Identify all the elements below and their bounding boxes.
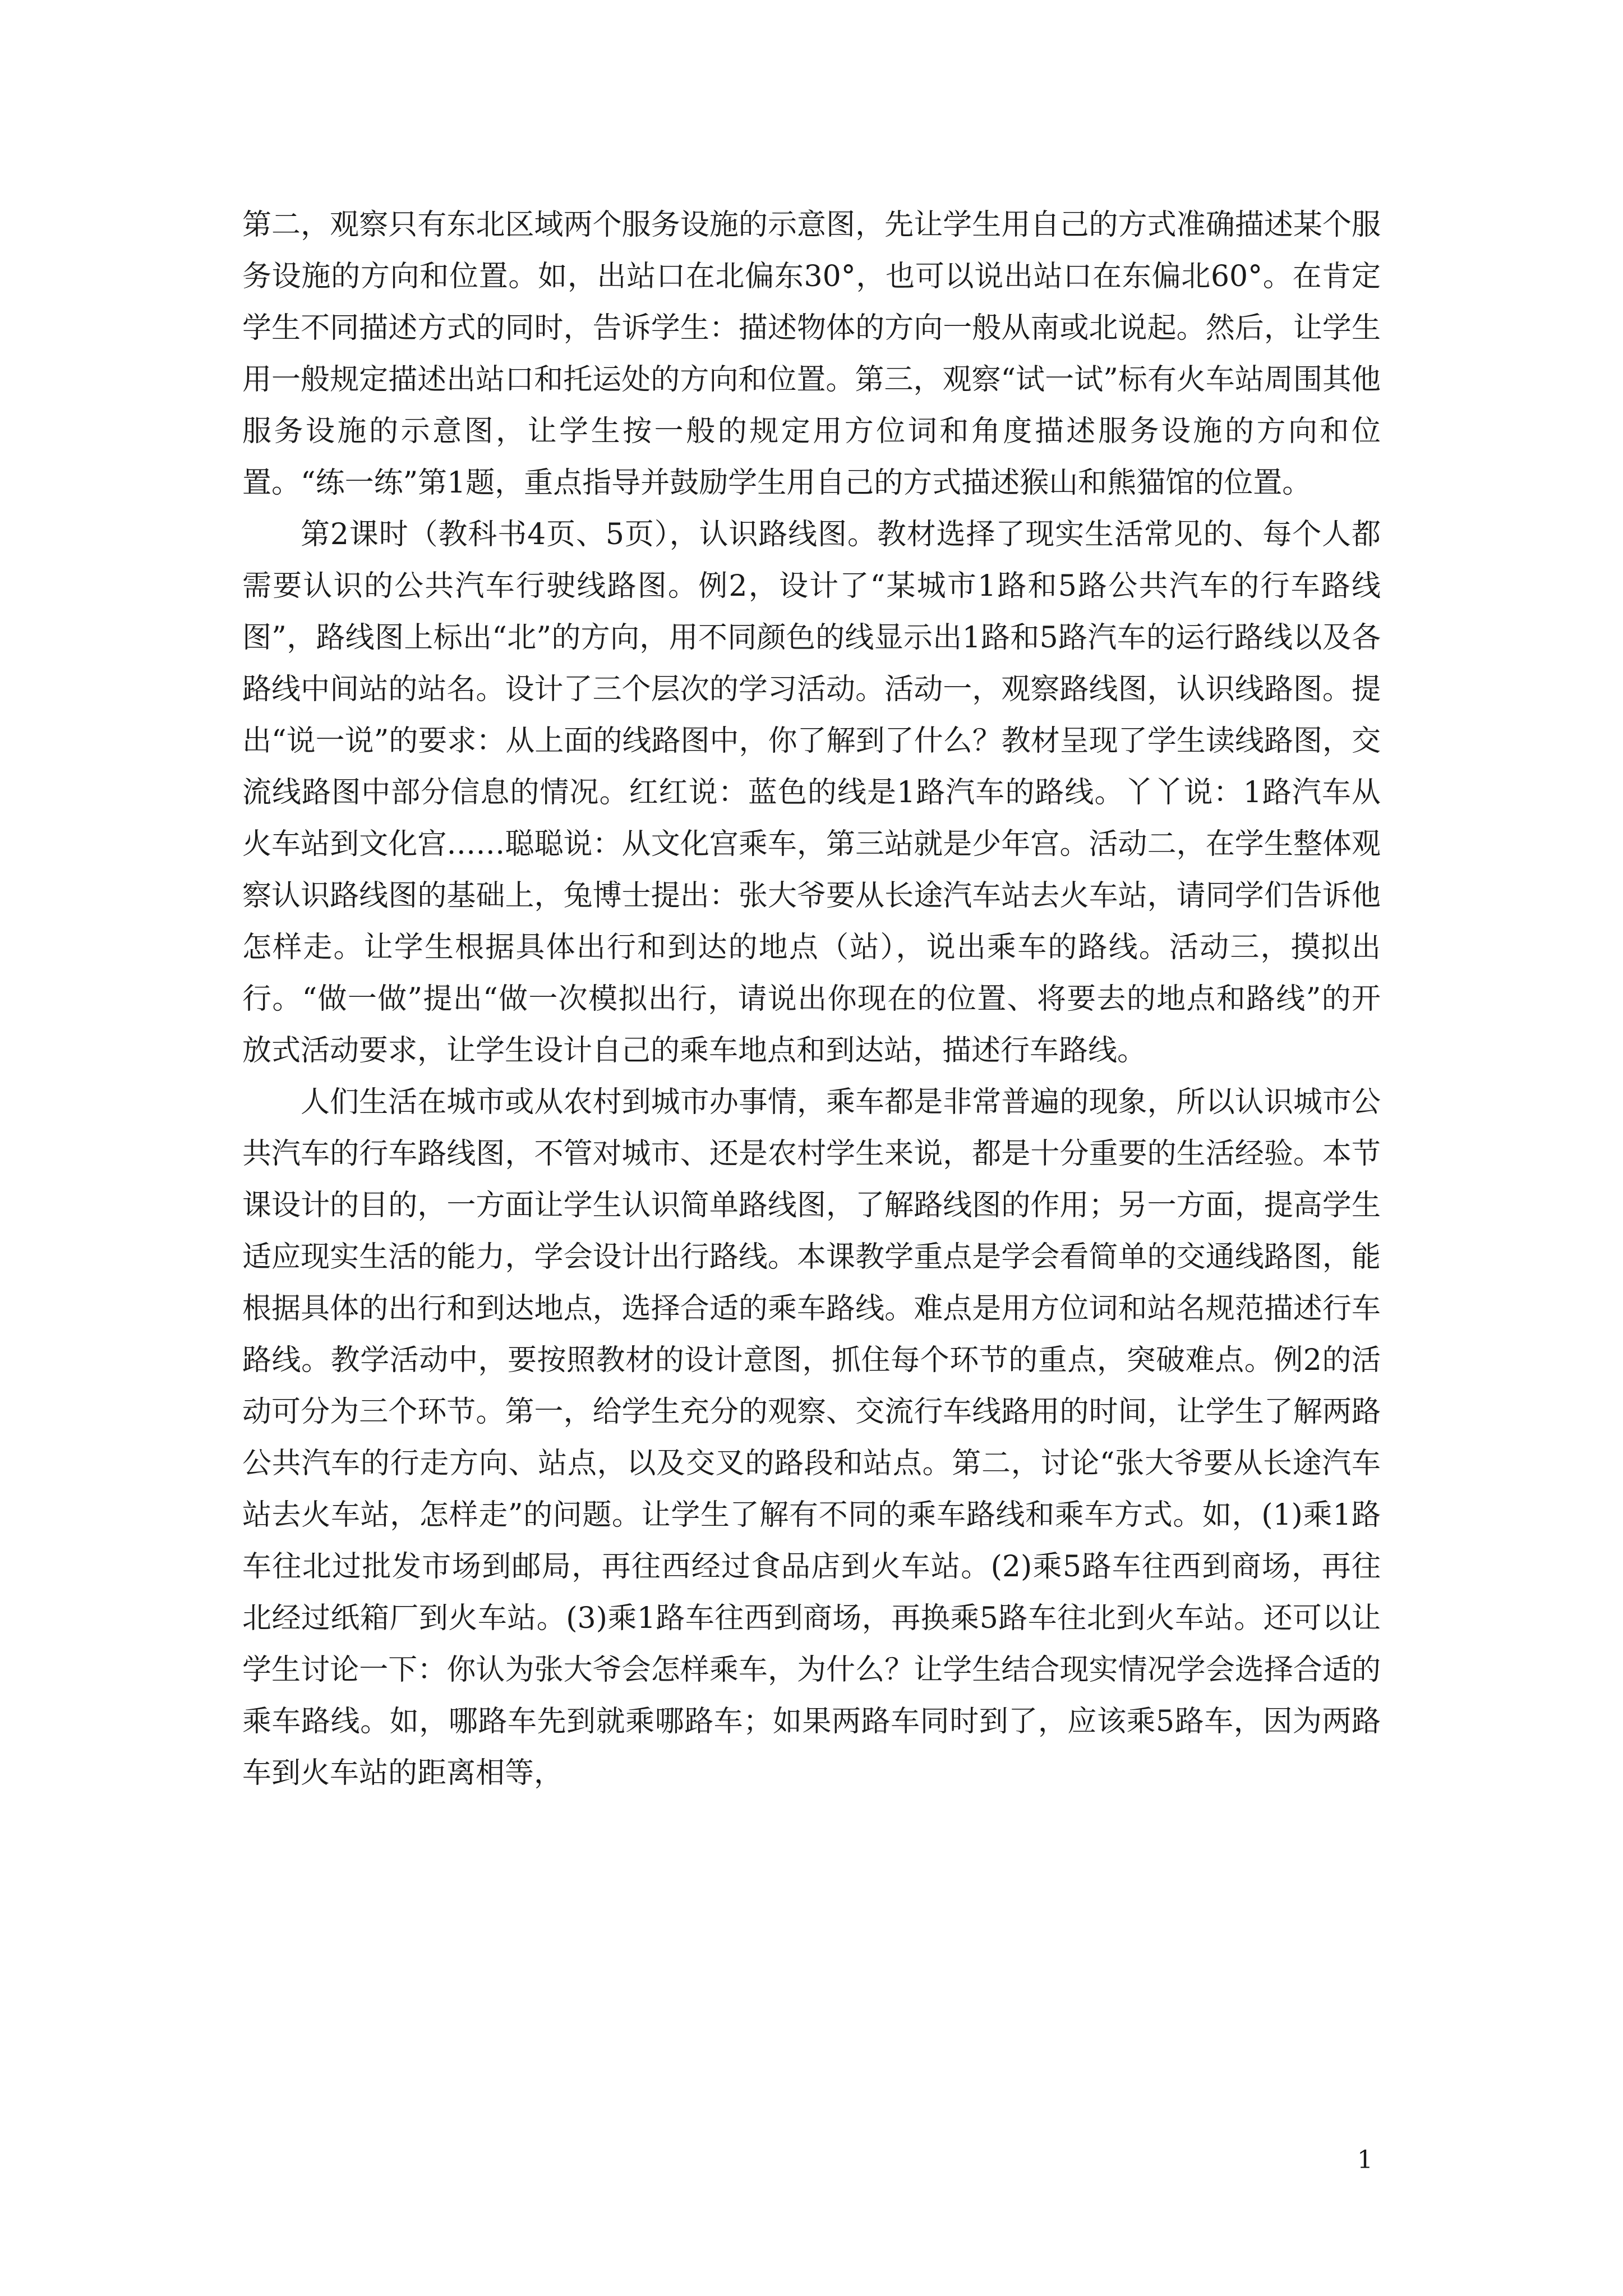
page-number: 1 [1357,2146,1373,2174]
paragraph-1: 第二，观察只有东北区域两个服务设施的示意图，先让学生用自己的方式准确描述某个服务设施的方向和位置。如，出站口在北偏东30°，也可以说出站口在东偏北60°。在肯定学生不同描述方式的同时，告诉学生：描述物体的方向一般从南或北说起。然后，让学生用一般规定描述出站口和托运处的方向和位置。第三，观察“试一试”标有火车站周围其他服务设施的示意图，让学生按一般的规定用方位词和角度描述服务设施的方向和位置。“练一练”第1题，重点指导并鼓励学生用自己的方式描述猴山和熊猫馆的位置。 [242,208,1381,500]
paragraph-3: 人们生活在城市或从农村到城市办事情，乘车都是非常普遍的现象，所以认识城市公共汽车的行车路线图，不管对城市、还是农村学生来说，都是十分重要的生活经验。本节课设计的目的，一方面让学生认识简单路线图，了解路线图的作用；另一方面，提高学生适应现实生活的能力，学会设计出行路线。本课教学重点是学会看简单的交通线路图，能根据具体的出行和到达地点，选择合适的乘车路线。难点是用方位词和站名规范描述行车路线。教学活动中，要按照教材的设计意图，抓住每个环节的重点，突破难点。例2的活动可分为三个环节。第一，给学生充分的观察、交流行车线路用的时间，让学生了解两路公共汽车的行走方向、站点，以及交叉的路段和站点。第二，讨论“张大爷要从长途汽车站去火车站，怎样走”的问题。让学生了解有不同的乘车路线和乘车方式。如，(1)乘1路车往北过批发市场到邮局，再往西经过食品店到火车站。(2)乘5路车往西到商场，再往北经过纸箱厂到火车站。(3)乘1路车往西到商场，再换乘5路车往北到火车站。还可以让学生讨论一下：你认为张大爷会怎样乘车，为什么？让学生结合现实情况学会选择合适的乘车路线。如，哪路车先到就乘哪路车；如果两路车同时到了，应该乘5路车，因为两路车到火车站的距离相等， [242,1085,1381,1790]
paragraph-2: 第2课时（教科书4页、5页），认识路线图。教材选择了现实生活常见的、每个人都需要认识的公共汽车行驶线路图。例2，设计了“某城市1路和5路公共汽车的行车路线图”，路线图上标出“北”的方向，用不同颜色的线显示出1路和5路汽车的运行路线以及各路线中间站的站名。设计了三个层次的学习活动。活动一，观察路线图，认识线路图。提出“说一说”的要求：从上面的线路图中，你了解到了什么？教材呈现了学生读线路图，交流线路图中部分信息的情况。红红说：蓝色的线是1路汽车的路线。丫丫说：1路汽车从火车站到文化宫……聪聪说：从文化宫乘车，第三站就是少年宫。活动二，在学生整体观察认识路线图的基础上，兔博士提出：张大爷要从长途汽车站去火车站，请同学们告诉他怎样走。让学生根据具体出行和到达的地点（站），说出乘车的路线。活动三，摸拟出行。“做一做”提出“做一次模拟出行，请说出你现在的位置、将要去的地点和路线”的开放式活动要求，让学生设计自己的乘车地点和到达站，描述行车路线。 [242,518,1381,1068]
body-text [242,199,1381,1799]
